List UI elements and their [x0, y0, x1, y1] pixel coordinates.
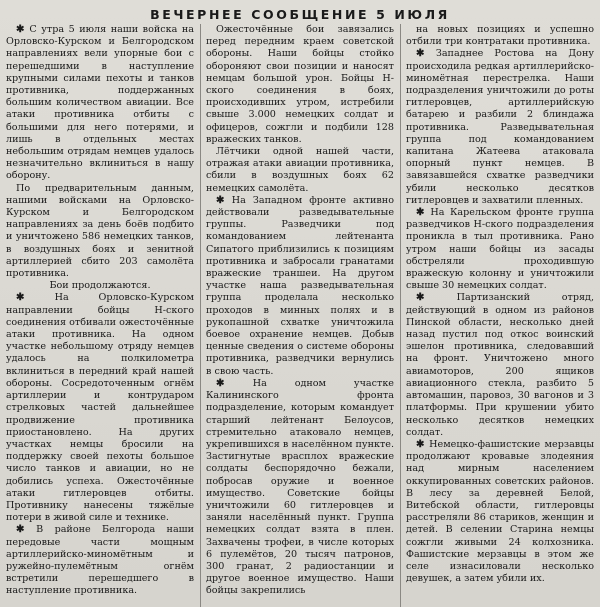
asterisk-icon: ✱	[216, 194, 232, 206]
paragraph-text: На Орловско-Курском направлении бойцы Н-ского соединения отбивали ожесточённые атаки противника. На одном участке небольшому отряду немцев удалось на полкилометра вклиниться в передний край нашей обороны. Сосредоточенным огнём артиллерии и контрударом стрелковых частей дальнейшее продвижение противника приостановлено. На других участках немцы бросили на поддержку своей пехоты большое число танков и авиации, но не добились успеха. Ожесточённые атаки гитлеровцев отбиты. Противнику нанесены тяжёлые потери в живой силе и технике.	[6, 292, 194, 524]
column-3	[400, 24, 594, 607]
asterisk-icon: ✱	[16, 524, 37, 536]
news-paragraph	[406, 48, 594, 207]
paragraph-text: на новых позициях и успешно отбили три контратаки противника.	[406, 24, 594, 48]
paragraph-text: На Карельском фронте группа разведчиков Н-ского подразделения проникла в тыл противника. Рано утром наши бойцы из засады обстреляли проходившую вражескую колонну и уничтожили свыше 30 немецких солдат.	[406, 207, 594, 292]
news-paragraph	[206, 195, 394, 378]
news-paragraph	[406, 207, 594, 292]
paragraph-text: В районе Белгорода наши передовые части мощным артиллерийско-миномётным и ружейно-пулемётным огнём встретили перешедшего в наступление противника.	[6, 524, 194, 597]
news-paragraph	[206, 378, 394, 598]
news-paragraph	[6, 183, 194, 281]
asterisk-icon: ✱	[16, 292, 55, 304]
paragraph-text: Немецко-фашистские мерзавцы продолжают кровавые злодеяния над мирным населением оккупированных советских районов. В лесу за деревней Белой, Витебской области, гитлеровцы расстреляли 86 стариков, женщин и детей. В селении Старина немцы сожгли живыми 24 колхозника. Фашистские мерзавцы в этом же селе изнасиловали несколько девушек, а затем убили их.	[406, 438, 594, 585]
paragraph-text: Лётчики одной нашей части, отражая атаки авиации противника, сбили в воздушных боях 62 немецких самолёта.	[206, 146, 394, 194]
news-paragraph	[206, 146, 394, 195]
news-paragraph	[206, 24, 394, 146]
paragraph-text: С утра 5 июля наши войска на Орловско-Курском и Белгородском направлениях вели упорные бои с перешедшими в наступление крупными силами пехоты и танков противника, поддержанных большим количеством авиации. Все атаки противника отбиты с большими для него потерями, и лишь в отдельных местах небольшим отрядам немцев удалось незначительно вклиниться в нашу оборону.	[6, 24, 194, 182]
paragraph-text: На одном участке Калининского фронта подразделение, которым командует старший лейтенант Белоусов, стремительно атаковало немцев, укрепившихся в населённом пункте. Застигнутые врасплох вражеские солдаты беспорядочно бежали, побросав оружие и военное имущество. Советские бойцы уничтожили 60 гитлеровцев и заняли населённый пункт. Группа немецких солдат взята в плен. Захвачены трофеи, в числе которых 6 пулемётов, 20 тысяч патронов, 300 гранат, 2 радиостанции и другое военное имущество. Наши бойцы закрепились	[206, 377, 394, 597]
columns	[6, 24, 594, 607]
news-paragraph	[6, 524, 194, 597]
asterisk-icon: ✱	[416, 292, 457, 304]
news-paragraph	[406, 292, 594, 438]
paragraph-text: Бои продолжаются.	[49, 280, 151, 292]
news-paragraph	[406, 439, 594, 585]
asterisk-icon: ✱	[16, 24, 30, 35]
column-1	[6, 24, 194, 607]
paragraph-text: На Западном фронте активно действовали разведывательные группы. Разведчики под командованием лейтенанта Сипатого приблизились к позициям противника и забросали гранатами вражеские траншеи. На другом участке наша разведывательная группа проделала несколько проходов в минных полях и в рукопашной схватке уничтожила боевое охранение немцев. Добыв ценные сведения о системе обороны противника, разведчики вернулись в свою часть.	[206, 194, 394, 377]
column-2	[200, 24, 394, 607]
asterisk-icon: ✱	[416, 48, 436, 60]
news-paragraph	[6, 292, 194, 524]
asterisk-icon: ✱	[416, 438, 430, 450]
news-paragraph	[6, 24, 194, 183]
paragraph-text: Партизанский отряд, действующий в одном из районов Пинской области, несколько дней назад пустил под откос воинский эшелон противника, следовавший на фронт. Уничтожено много авиамоторов, 200 ящиков авиационного стекла, разбито 5 автомашин, паровоз, 30 вагонов и 3 платформы. При крушении убито несколько десятков немецких солдат.	[406, 292, 594, 438]
asterisk-icon: ✱	[416, 207, 431, 219]
news-paragraph	[406, 24, 594, 48]
paragraph-text: По предварительным данным, нашими войсками на Орловско-Курском и Белгородском направлениях за день боёв подбито и уничтожено 586 немецких танков, в воздушных боях и зенитной артиллерией сбито 203 самолёта противника.	[6, 182, 194, 280]
news-paragraph	[6, 280, 194, 292]
paragraph-text: Ожесточённые бои завязались перед передним краем советской обороны. Наши бойцы стойко обороняют свои позиции и наносят немцам большой урон. Бойцы Н-ского соединения в боях, происходивших утром, истребили свыше 3.000 немецких солдат и офицеров, сожгли и подбили 128 вражеских танков.	[206, 24, 394, 145]
headline: ВЕЧЕРНЕЕ СООБЩЕНИЕ 5 ИЮЛЯ	[150, 7, 450, 22]
paragraph-text: Западнее Ростова на Дону происходила редкая артиллерийско-миномётная перестрелка. Наши подразделения уничтожили до роты гитлеровцев, артиллерийскую батарею и разбили 2 блиндажа противника. Разведывательная группа под командованием капитана Жатеева атаковала опорный пункт немцев. В завязавшейся схватке разведчики убили несколько десятков гитлеровцев и захватили пленных.	[406, 48, 594, 206]
asterisk-icon: ✱	[216, 377, 253, 389]
